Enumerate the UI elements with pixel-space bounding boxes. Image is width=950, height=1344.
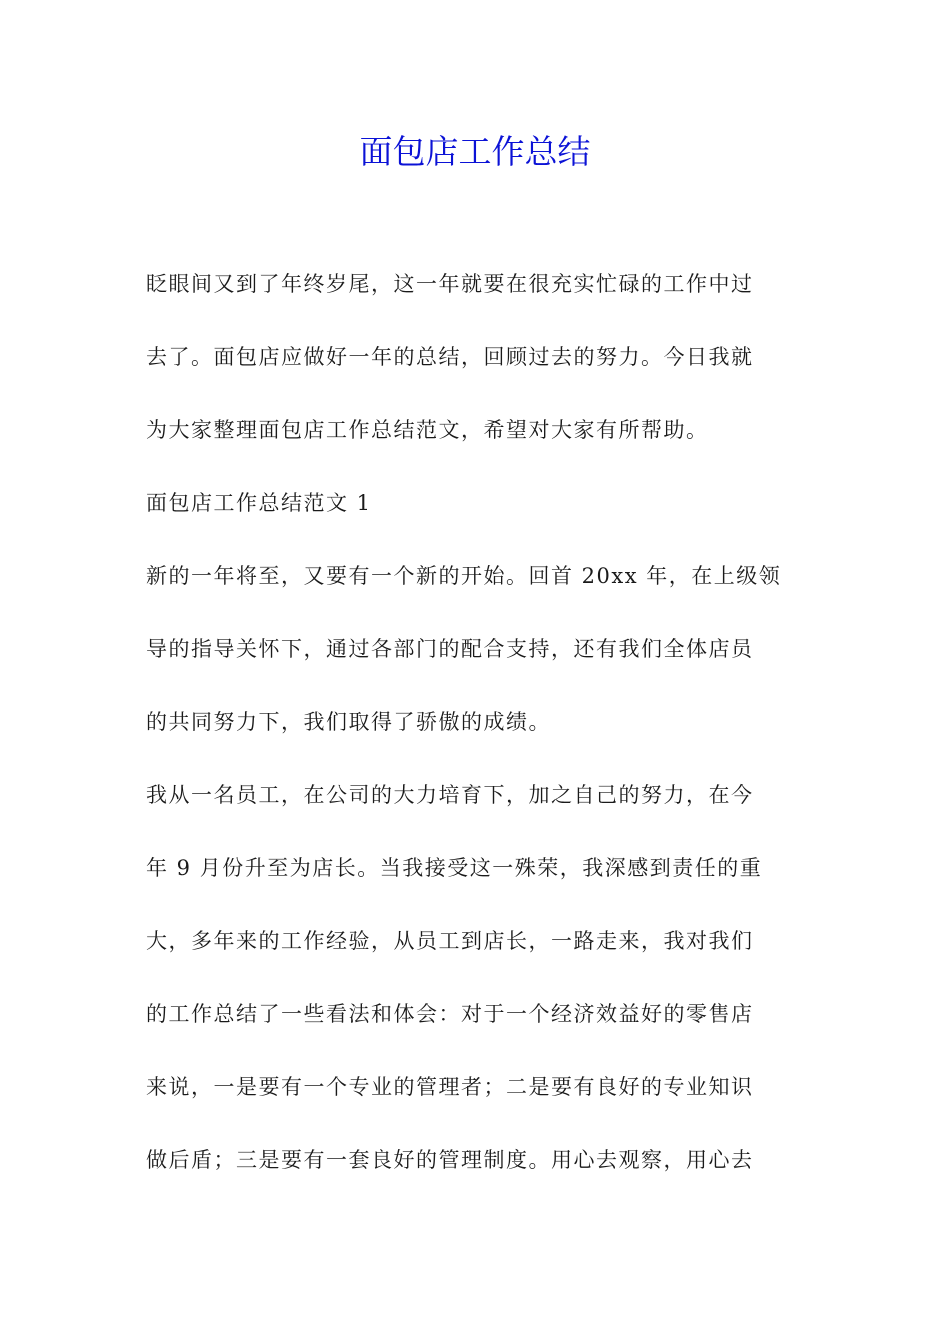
- paragraph-line: 大，多年来的工作经验，从员工到店长，一路走来，我对我们: [146, 929, 754, 953]
- paragraph-line: 做后盾；三是要有一套良好的管理制度。用心去观察，用心去: [146, 1148, 754, 1172]
- paragraph-line: 我从一名员工，在公司的大力培育下，加之自己的努力，在今: [146, 783, 754, 807]
- paragraph-line: 新的一年将至，又要有一个新的开始。回首 20xx 年，在上级领: [146, 564, 782, 588]
- section-heading: 面包店工作总结范文 1: [146, 491, 372, 515]
- intro-line: 为大家整理面包店工作总结范文，希望对大家有所帮助。: [146, 418, 709, 442]
- document-body: [146, 248, 808, 1197]
- paragraph-line: 的共同努力下，我们取得了骄傲的成绩。: [146, 710, 551, 734]
- paragraph-line: 导的指导关怀下，通过各部门的配合支持，还有我们全体店员: [146, 637, 754, 661]
- paragraph-line: 来说，一是要有一个专业的管理者；二是要有良好的专业知识: [146, 1075, 754, 1099]
- document-title: 面包店工作总结: [359, 132, 591, 171]
- intro-line: 眨眼间又到了年终岁尾，这一年就要在很充实忙碌的工作中过: [146, 272, 754, 296]
- intro-line: 去了。面包店应做好一年的总结，回顾过去的努力。今日我就: [146, 345, 754, 369]
- paragraph-line: 年 9 月份升至为店长。当我接受这一殊荣，我深感到责任的重: [146, 856, 763, 880]
- paragraph-line: 的工作总结了一些看法和体会：对于一个经济效益好的零售店: [146, 1002, 754, 1026]
